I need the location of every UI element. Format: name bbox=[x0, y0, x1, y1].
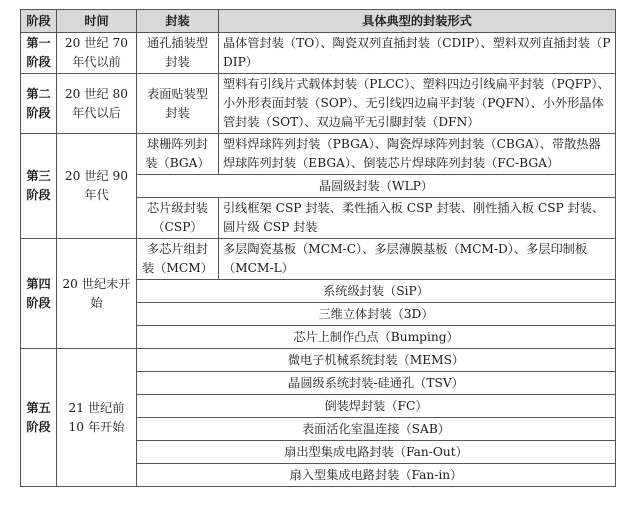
package-type-full: 晶圆级封装（WLP） bbox=[137, 175, 616, 198]
package-type-full: 倒装焊封装（FC） bbox=[137, 395, 616, 418]
package-forms: 塑料有引线片式载体封装（PLCC）、塑料四边引线扁平封装（PQFP）、小外形表面封装（SOP）、无引线四边扁平封装（PQFN）、小外形晶体管封装（SOT）、双边扁平无引脚封装（DFN） bbox=[219, 74, 616, 134]
stage-name: 第三阶段 bbox=[21, 134, 57, 239]
package-type: 表面贴装型封装 bbox=[137, 74, 219, 134]
stage-period: 20 世纪 90 年代 bbox=[57, 134, 137, 239]
package-type: 通孔插装型封装 bbox=[137, 33, 219, 74]
packaging-stages-table bbox=[20, 9, 616, 487]
package-type-full: 微电子机械系统封装（MEMS） bbox=[137, 349, 616, 372]
header-period: 时间 bbox=[57, 10, 137, 33]
stage-name: 第二阶段 bbox=[21, 74, 57, 134]
table-row bbox=[21, 349, 616, 372]
table-row bbox=[21, 134, 616, 175]
stage-name: 第五阶段 bbox=[21, 349, 57, 487]
package-type: 芯片级封装（CSP） bbox=[137, 198, 219, 239]
package-type: 球栅阵列封装（BGA） bbox=[137, 134, 219, 175]
stage-name: 第一阶段 bbox=[21, 33, 57, 74]
header-forms: 具体典型的封装形式 bbox=[219, 10, 616, 33]
package-type-full: 系统级封装（SiP） bbox=[137, 280, 616, 303]
table-row bbox=[21, 74, 616, 134]
header-stage: 阶段 bbox=[21, 10, 57, 33]
stage-period: 21 世纪前 10 年开始 bbox=[57, 349, 137, 487]
package-type: 多芯片组封装（MCM） bbox=[137, 239, 219, 280]
package-forms: 多层陶瓷基板（MCM-C）、多层薄膜基板（MCM-D）、多层印制板（MCM-L） bbox=[219, 239, 616, 280]
stage-name: 第四阶段 bbox=[21, 239, 57, 349]
package-forms: 晶体管封装（TO）、陶瓷双列直插封装（CDIP）、塑料双列直插封装（PDIP） bbox=[219, 33, 616, 74]
stage-period: 20 世纪 80 年代以后 bbox=[57, 74, 137, 134]
stage-period: 20 世纪 70 年代以前 bbox=[57, 33, 137, 74]
package-type-full: 芯片上制作凸点（Bumping） bbox=[137, 326, 616, 349]
package-type-full: 扇入型集成电路封装（Fan-in） bbox=[137, 464, 616, 487]
table-row bbox=[21, 33, 616, 74]
package-type-full: 扇出型集成电路封装（Fan-Out） bbox=[137, 441, 616, 464]
package-type-full: 晶圆级系统封装-硅通孔（TSV） bbox=[137, 372, 616, 395]
package-forms: 塑料焊球阵列封装（PBGA）、陶瓷焊球阵列封装（CBGA）、带散热器焊球阵列封装（EBGA）、倒装芯片焊球阵列封装（FC-BGA） bbox=[219, 134, 616, 175]
header-row bbox=[21, 10, 616, 33]
package-forms: 引线框架 CSP 封装、柔性插入板 CSP 封装、刚性插入板 CSP 封装、圆片级 CSP 封装 bbox=[219, 198, 616, 239]
package-type-full: 表面活化室温连接（SAB） bbox=[137, 418, 616, 441]
table-row bbox=[21, 239, 616, 280]
header-package: 封装 bbox=[137, 10, 219, 33]
stage-period: 20 世纪末开始 bbox=[57, 239, 137, 349]
package-type-full: 三维立体封装（3D） bbox=[137, 303, 616, 326]
